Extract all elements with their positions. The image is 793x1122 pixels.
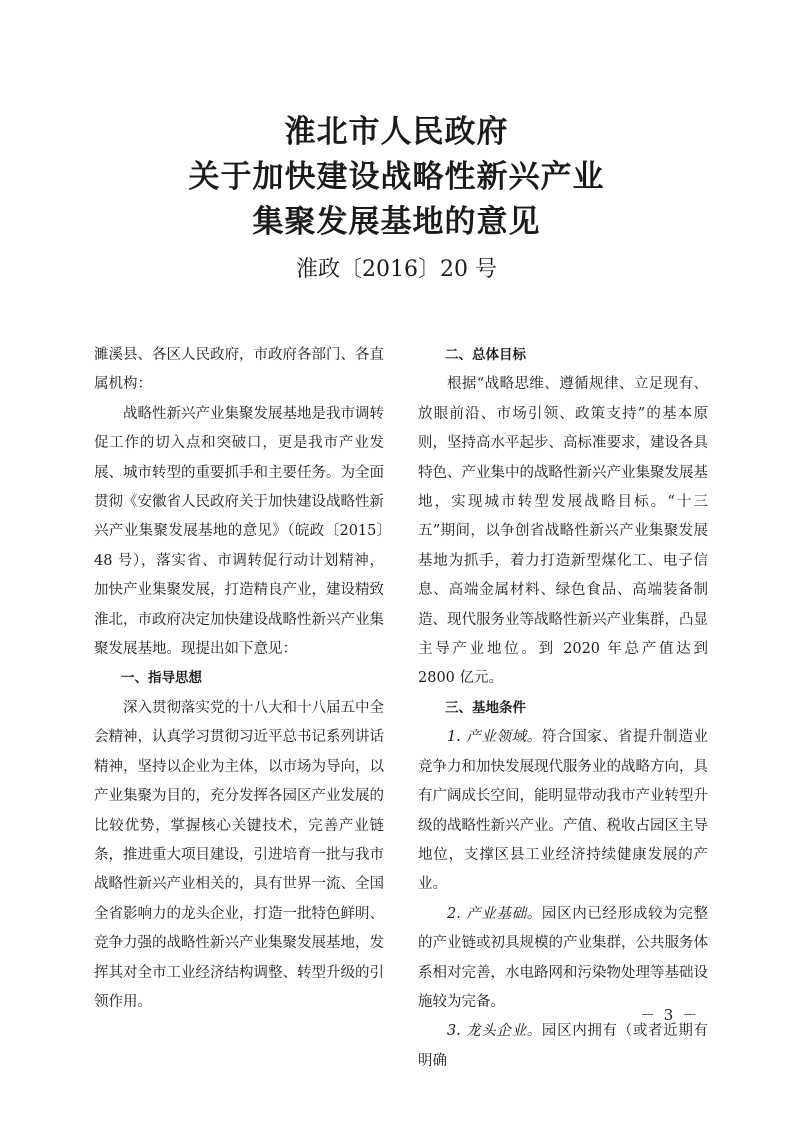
condition-item-leading-enterprises [418, 1017, 708, 1076]
title-block [0, 110, 793, 285]
item-label: 1. 产业领域。 [447, 729, 542, 746]
left-column [94, 341, 384, 1017]
document-title-line-3: 集聚发展基地的意见 [252, 204, 541, 240]
section-heading-base-conditions: 三、基地条件 [445, 699, 526, 716]
condition-item-industry-foundation [418, 900, 708, 1018]
document-title-line-1: 淮北市人民政府 [284, 114, 509, 150]
addressee: 濉溪县、各区人民政府，市政府各部门、各直属机构： [94, 347, 384, 393]
item-label: 3. 龙头企业。 [447, 1023, 542, 1040]
guiding-ideology-paragraph: 深入贯彻落实党的十八大和十八届五中全会精神，认真学习贯彻习近平总书记系列讲话精神，坚持以企业为主体，以市场为导向，以产业集聚为目的，充分发挥各园区产业发展的比较优势，掌握核心关键技术，完善产业链条，推进重大项目建设，引进培育一批与我市战略性新兴产业相关的，具有世界一流、全国全省影响力的龙头企业，打造一批特色鲜明、竞争力强的战略性新兴产业集聚发展基地，发挥其对全市工业经济结构调整、转型升级的引领作用。 [94, 699, 384, 1010]
section-heading-overall-goal: 二、总体目标 [445, 347, 526, 363]
intro-paragraph: 战略性新兴产业集聚发展基地是我市调转促工作的切入点和突破口，更是我市产业发展、城市转型的重要抓手和主要任务。为全面贯彻《安徽省人民政府关于加快建设战略性新兴产业集聚发展基地的意见》（皖政〔2015〕48 号），落实省、市调转促行动计划精神，加快产业集聚发展，打造精良产业，建设精致淮北，市政府决定加快建设战略性新兴产业集聚发展基地。现提出如下意见： [94, 405, 384, 658]
overall-goal-paragraph: 根据“战略思维、遵循规律、立足现有、放眼前沿、市场引领、政策支持”的基本原则，坚持高水平起步、高标准要求，建设各具特色、产业集中的战略性新兴产业集聚发展基地，实现城市转型发展战略目标。“十三五”期间，以争创省战略性新兴产业集聚发展基地为抓手，着力打造新型煤化工、电子信息、高端金属材料、绿色食品、高端装备制造、现代服务业等战略性新兴产业集群，凸显主导产业地位。到 2020 年总产值达到 2800 亿元。 [418, 376, 708, 687]
document-title-line-2: 关于加快建设战略性新兴产业 [188, 159, 605, 195]
document-number: 淮政〔2016〕20 号 [296, 257, 497, 282]
page-number: － 3 － [640, 1006, 700, 1024]
item-text: 园区内已经形成较为完整的产业链或初具规模的产业集群，公共服务体系相对完善，水电路网和污染物处理等基础设施较为完备。 [418, 905, 708, 1010]
item-text: 园区内拥有（或者近期有明确 [418, 1023, 708, 1069]
item-text: 符合国家、省提升制造业竞争力和加快发展现代服务业的战略方向，具有广阔成长空间，能明显带动我市产业转型升级的战略性新兴产业。产值、税收占园区主导地位，支撑区县工业经济持续健康发展的产业。 [418, 729, 708, 893]
right-column [418, 341, 708, 1076]
condition-item-industry-field [418, 723, 708, 899]
item-label: 2. 产业基础。 [447, 905, 542, 922]
section-heading-guiding-ideology: 一、指导思想 [121, 670, 202, 687]
